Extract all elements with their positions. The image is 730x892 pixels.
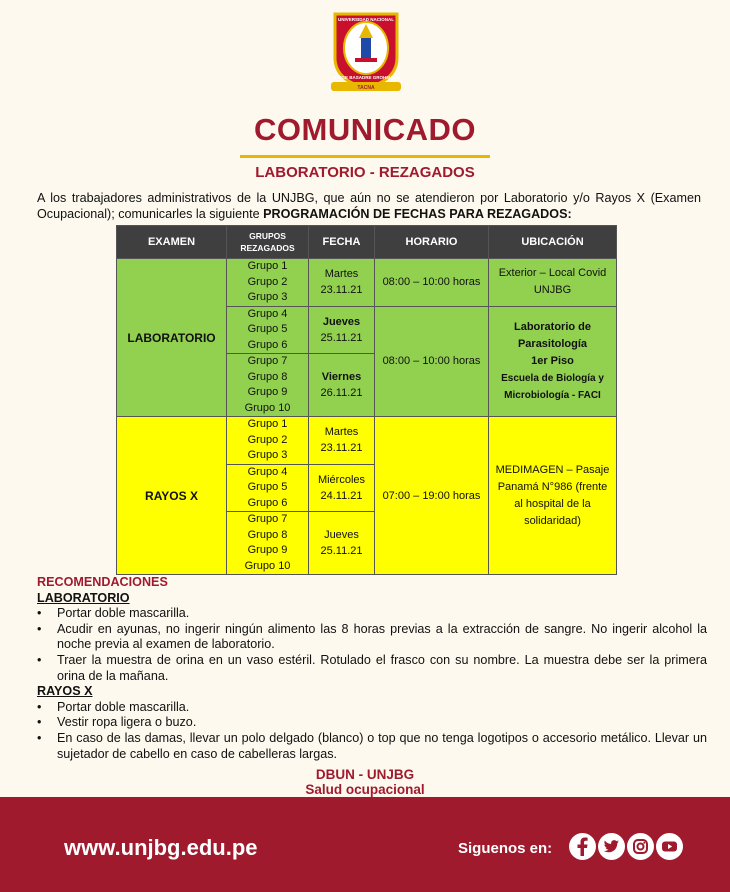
list-item-text: En caso de las damas, llevar un polo delgado (blanco) o top que no tenga logotipos o accesorio metálico. Llevar un sujetador de cabello en caso de cabelleras largas. [57,730,707,761]
location-cell [489,259,617,307]
page-subtitle: LABORATORIO - REZAGADOS [255,164,475,181]
date-day: Martes [324,426,359,439]
location-line: al hospital de la [514,497,591,510]
table-header-row [117,226,617,259]
date-day: Jueves [322,315,361,328]
bullet: • [37,606,42,621]
group-item: Grupo 2 [247,433,288,446]
header-grupos-line2: REZAGADOS [240,243,295,253]
date-value: 25.11.21 [320,331,363,344]
group-item: Grupo 9 [247,544,288,556]
bullet: • [37,715,42,730]
date-day: Martes [324,268,359,281]
footer [0,797,730,892]
header-grupos-line1: GRUPOS [249,231,286,241]
youtube-icon[interactable] [656,833,683,860]
group-item: Grupo 5 [247,323,288,335]
date-cell [309,306,375,354]
group-item: Grupo 1 [247,418,288,430]
date-value: 23.11.21 [320,284,363,297]
recommendations-title: RECOMENDACIONES [37,575,168,589]
location-line: Exterior – Local Covid [498,267,607,280]
group-item: Grupo 8 [247,528,288,541]
university-logo [327,8,405,94]
date-value: 24.11.21 [320,489,363,502]
location-line: Escuela de Biología y [501,372,604,384]
schedule-table [116,225,617,575]
list-item [37,653,707,684]
groups-cell [227,512,309,575]
date-cell [309,417,375,465]
date-day: Jueves [324,529,359,541]
groups-cell [227,306,309,354]
date-day: Viernes [321,371,362,383]
exam-rayos-x: RAYOS X [117,417,227,575]
list-item-text: Traer la muestra de orina en un vaso estéril. Rotulado el frasco con su nombre. La muestra debe ser la primera orina de la mañana. [57,652,707,683]
group-item: Grupo 6 [247,338,288,351]
group-item: Grupo 10 [244,559,291,572]
facebook-icon[interactable] [569,833,596,860]
signature-line2: Salud ocupacional [305,782,425,797]
date-value: 23.11.21 [320,442,363,455]
list-item [37,731,707,762]
intro-bold: PROGRAMACIÓN DE FECHAS PARA REZAGADOS: [263,207,572,221]
signature [0,767,730,797]
groups-cell [227,464,309,512]
website-link[interactable]: www.unjbg.edu.pe [64,835,258,860]
header-ubicacion: UBICACIÓN [489,226,617,259]
location-line: UNJBG [533,284,572,297]
groups-cell [227,354,309,417]
twitter-icon[interactable] [598,833,625,860]
list-item [37,700,707,716]
page-title: COMUNICADO [254,112,476,147]
list-item [37,622,707,653]
list-item-text: Portar doble mascarilla. [57,699,190,714]
location-line: solidaridad) [524,514,581,527]
date-cell [309,464,375,512]
time-cell: 08:00 – 10:00 horas [375,259,489,307]
groups-cell [227,417,309,465]
intro-paragraph [37,190,701,222]
logo-top-text: UNIVERSIDAD NACIONAL [337,17,395,22]
location-cell [489,417,617,575]
header-horario: HORARIO [375,226,489,259]
logo-ring-text: JORGE BASADRE GROHMANN [332,75,400,80]
instagram-icon[interactable] [627,833,654,860]
header-grupos [227,226,309,259]
date-value: 25.11.21 [320,545,363,557]
location-line: 1er Piso [531,354,574,367]
group-item: Grupo 1 [247,260,288,272]
follow-label: Siguenos en: [458,840,553,857]
recommendations [37,575,707,762]
title-underline [240,155,490,158]
rx-subtitle: RAYOS X [37,684,93,699]
date-cell [309,259,375,307]
location-line: MEDIMAGEN – Pasaje [495,463,610,476]
group-item: Grupo 8 [247,370,288,383]
list-item-text: Portar doble mascarilla. [57,606,190,621]
list-item-text: Acudir en ayunas, no ingerir ningún alimento las 8 horas previas a la extracción de sangre. No ingerir alcohol la noche previa al examen de laboratorio. [57,621,707,652]
location-line: Laboratorio de [513,320,591,333]
header-examen: EXAMEN [117,226,227,259]
group-item: Grupo 9 [247,386,288,398]
location-line: Panamá N°986 (frente [497,480,608,493]
date-cell [309,354,375,417]
table-row [117,259,617,307]
group-item: Grupo 6 [247,496,288,509]
date-cell [309,512,375,575]
group-item: Grupo 10 [244,401,291,414]
lab-subtitle: LABORATORIO [37,590,130,605]
location-line: Microbiología - FACI [504,389,601,401]
table-row [117,417,617,465]
signature-line1: DBUN - UNJBG [315,767,415,782]
logo-bottom-text: TACNA [357,85,375,91]
location-cell [489,306,617,417]
group-item: Grupo 4 [247,465,288,478]
bullet: • [37,730,42,745]
exam-laboratorio: LABORATORIO [117,259,227,417]
list-item [37,715,707,731]
group-item: Grupo 3 [247,449,288,461]
bullet: • [37,699,42,714]
bullet: • [37,652,42,667]
group-item: Grupo 5 [247,481,288,493]
group-item: Grupo 2 [247,275,288,288]
date-value: 26.11.21 [320,387,363,399]
intro-text: A los trabajadores administrativos de la UNJBG, que aún no se atendieron por Laboratorio y/o Rayos X (Examen Ocupacional); comunicarles la siguiente [37,191,701,221]
time-cell: 08:00 – 10:00 horas [375,306,489,417]
time-cell: 07:00 – 19:00 horas [375,417,489,575]
group-item: Grupo 7 [247,355,288,367]
location-line: Parasitología [517,337,588,350]
list-item-text: Vestir ropa ligera o buzo. [57,715,197,730]
bullet: • [37,621,42,636]
groups-cell [227,259,309,307]
date-day: Miércoles [317,473,366,486]
group-item: Grupo 4 [247,307,288,320]
header-fecha: FECHA [309,226,375,259]
list-item [37,606,707,622]
group-item: Grupo 3 [247,291,288,303]
group-item: Grupo 7 [247,513,288,525]
